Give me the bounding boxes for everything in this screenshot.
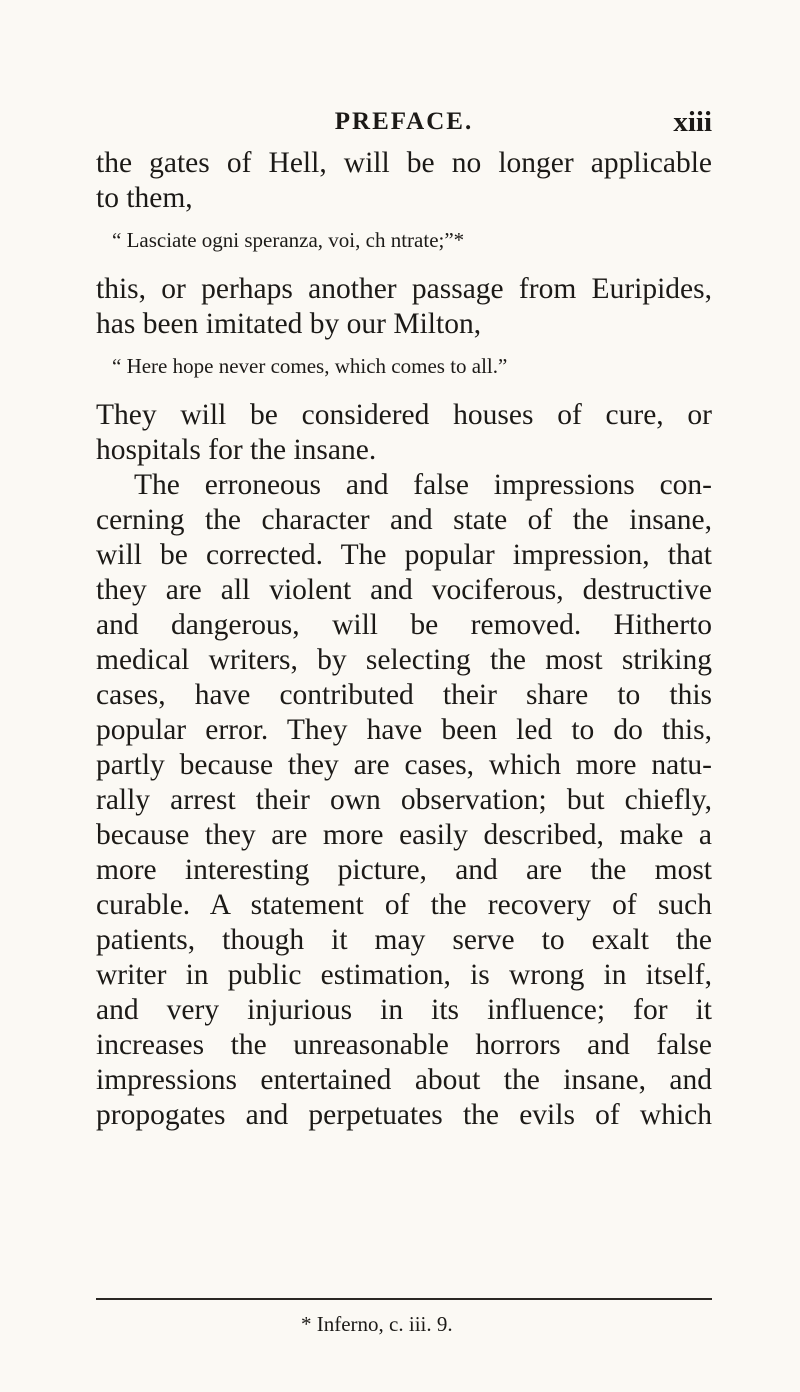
text-line: because they are more easily described, make a	[96, 819, 712, 851]
text-line: this, or perhaps another passage from Euripides,	[96, 273, 712, 305]
text-line: propogates and perpetuates the evils of which	[96, 1099, 712, 1131]
quotation-milton: “ Here hope never comes, which comes to all.”	[112, 354, 508, 378]
text-line: The erroneous and false impressions con-	[134, 469, 712, 501]
text-line: cerning the character and state of the insane,	[96, 504, 712, 536]
text-line: hospitals for the insane.	[96, 434, 377, 466]
page-number: xiii	[673, 106, 712, 138]
text-line: medical writers, by selecting the most striking	[96, 644, 712, 676]
text-line: and dangerous, will be removed. Hitherto	[96, 609, 712, 641]
text-line: and very injurious in its influence; for it	[96, 994, 712, 1026]
text-line: the gates of Hell, will be no longer applicable	[96, 147, 712, 179]
text-line: They will be considered houses of cure, or	[96, 399, 712, 431]
text-line: popular error. They have been led to do this,	[96, 714, 712, 746]
text-line: cases, have contributed their share to this	[96, 679, 712, 711]
text-line: impressions entertained about the insane, and	[96, 1064, 712, 1096]
text-line: more interesting picture, and are the most	[96, 854, 712, 886]
text-line: partly because they are cases, which more natu-	[96, 749, 712, 781]
text-line: they are all violent and vociferous, destructive	[96, 574, 712, 606]
text-line: rally arrest their own observation; but chiefly,	[96, 784, 712, 816]
text-line: has been imitated by our Milton,	[96, 308, 482, 340]
text-line: to them,	[96, 182, 193, 214]
text-line: increases the unreasonable horrors and false	[96, 1029, 712, 1061]
text-line: writer in public estimation, is wrong in itself,	[96, 959, 712, 991]
text-line: patients, though it may serve to exalt the	[96, 924, 712, 956]
text-line: will be corrected. The popular impression, that	[96, 539, 712, 571]
running-header	[96, 104, 712, 140]
text-line: curable. A statement of the recovery of such	[96, 889, 712, 921]
header-title: PREFACE.	[334, 108, 474, 135]
footnote-rule	[96, 1298, 712, 1300]
footnote: * Inferno, c. iii. 9.	[301, 1312, 453, 1336]
quotation-italian: “ Lasciate ogni speranza, voi, ch ntrate;”*	[112, 228, 465, 252]
